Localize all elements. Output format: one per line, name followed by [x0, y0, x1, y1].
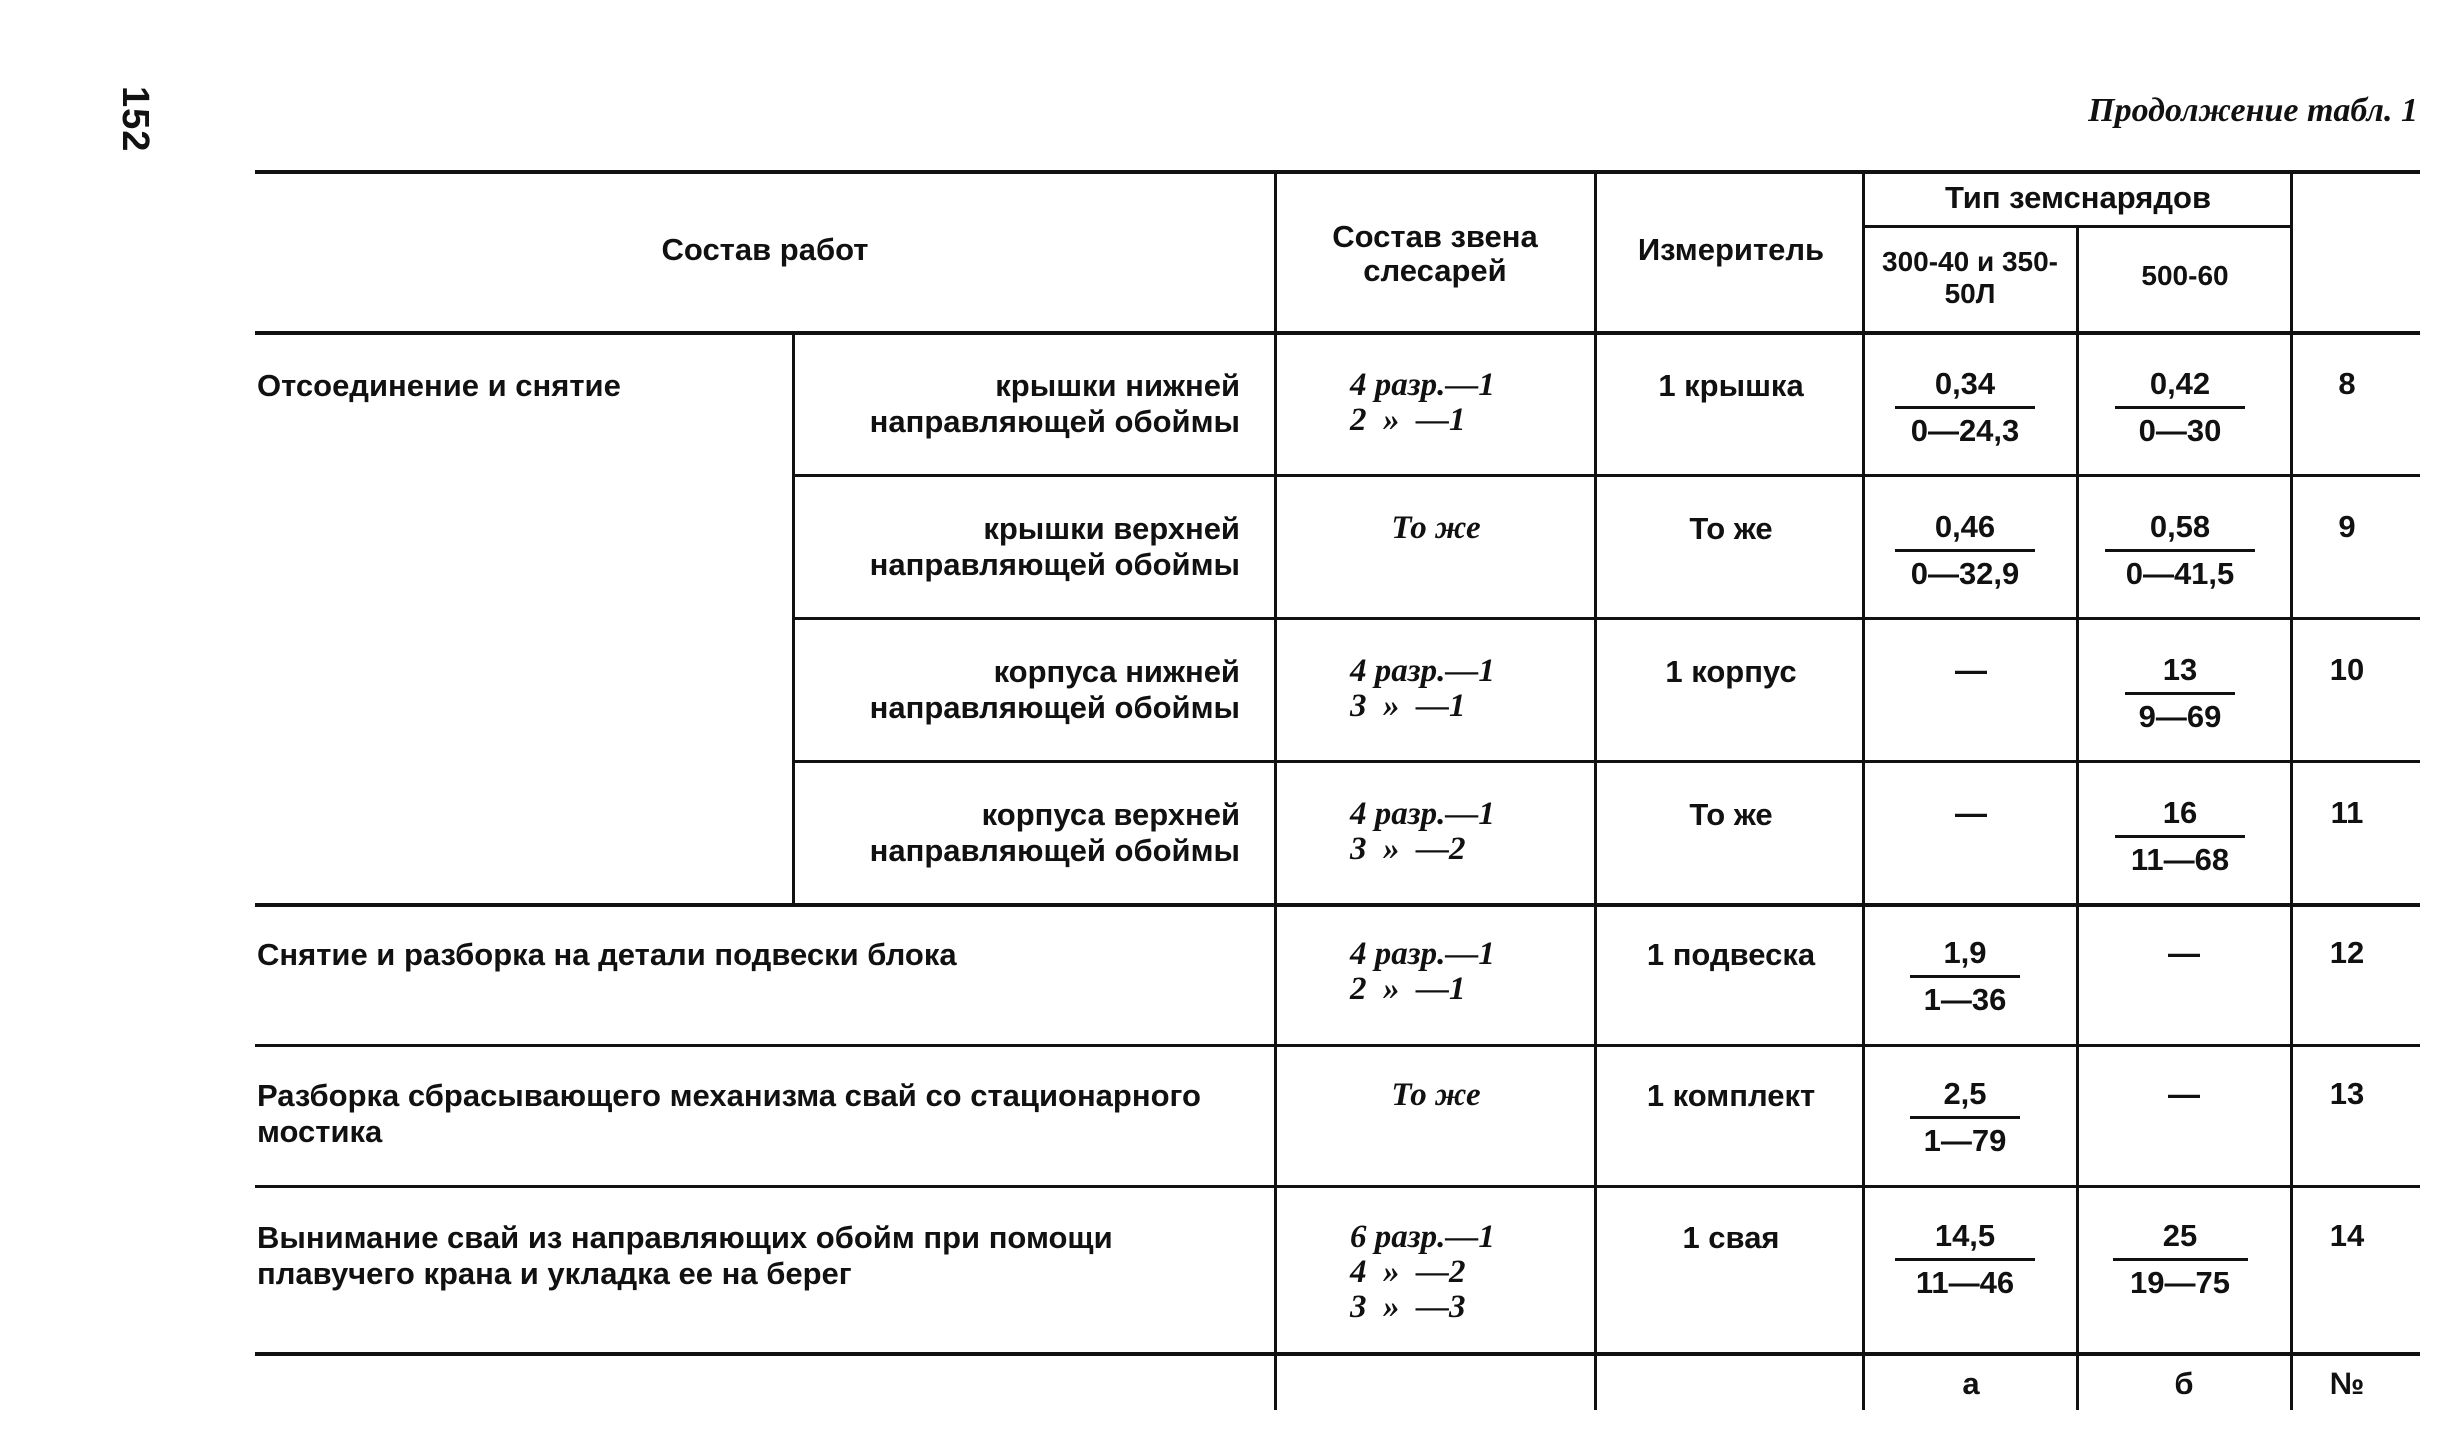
row-13-unit: 1 комплект — [1646, 1078, 1816, 1113]
row-8-unit: 1 крышка — [1658, 368, 1804, 403]
row-8-number: 8 — [2338, 366, 2356, 401]
row-9-crew: То же — [1391, 510, 1481, 546]
row-13-value-b: — — [2168, 1076, 2200, 1112]
row-8-value-b: 0,42 0—30 — [2110, 366, 2250, 449]
row-12-value-b: — — [2168, 935, 2200, 971]
row-14-value-a: 14,5 11—46 — [1890, 1218, 2040, 1301]
page-number: 152 — [114, 86, 156, 153]
row-10-value-a: — — [1955, 652, 1987, 688]
row-12-work: Снятие и разборка на детали подвески блока — [257, 937, 957, 972]
row-13-value-a: 2,5 1—79 — [1905, 1076, 2025, 1159]
row-9-unit: То же — [1689, 511, 1773, 546]
header-type-b: 500-60 — [2141, 260, 2229, 291]
row-13-work: Разборка сбрасывающего механизма свай со стационарного мостика — [257, 1078, 1201, 1149]
row-10-crew: 4 разр.—1 3 » —1 — [1350, 653, 1495, 724]
row-11-unit: То же — [1689, 797, 1773, 832]
group-label-disconnect: Отсоединение и снятие — [257, 368, 621, 403]
row-9-work: крышки верхней направляющей обоймы — [869, 511, 1240, 582]
row-8-value-a: 0,34 0—24,3 — [1890, 366, 2040, 449]
table-caption: Продолжение табл. 1 — [2088, 92, 2418, 129]
row-10-number: 10 — [2329, 652, 2365, 687]
row-9-value-b: 0,58 0—41,5 — [2100, 509, 2260, 592]
row-13-number: 13 — [2329, 1076, 2365, 1111]
header-crew-composition: Состав звена слесарей — [1332, 219, 1538, 288]
row-11-value-b: 16 11—68 — [2110, 795, 2250, 878]
row-11-work: корпуса верхней направляющей обоймы — [869, 797, 1240, 868]
footer-col-a: а — [1962, 1366, 1980, 1401]
row-12-unit: 1 подвеска — [1646, 937, 1816, 972]
header-type-a: 300-40 и 350-50Л — [1882, 246, 2058, 309]
header-unit: Измеритель — [1637, 232, 1825, 267]
row-12-value-a: 1,9 1—36 — [1905, 935, 2025, 1018]
row-14-crew: 6 разр.—1 4 » —2 3 » —3 — [1350, 1219, 1495, 1325]
header-work-composition: Состав работ — [661, 232, 869, 267]
row-8-work: крышки нижней направляющей обоймы — [869, 368, 1240, 439]
row-9-value-a: 0,46 0—32,9 — [1890, 509, 2040, 592]
row-13-crew: То же — [1391, 1077, 1481, 1113]
row-11-crew: 4 разр.—1 3 » —2 — [1350, 796, 1495, 867]
row-14-value-b: 25 19—75 — [2110, 1218, 2250, 1301]
row-8-crew: 4 разр.—1 2 » —1 — [1350, 367, 1495, 438]
row-11-value-a: — — [1955, 795, 1987, 831]
row-11-number: 11 — [2330, 795, 2364, 830]
row-12-number: 12 — [2329, 935, 2365, 970]
row-10-unit: 1 корпус — [1665, 654, 1797, 689]
row-12-crew: 4 разр.—1 2 » —1 — [1350, 936, 1495, 1007]
row-10-value-b: 13 9—69 — [2120, 652, 2240, 735]
row-14-unit: 1 свая — [1682, 1220, 1780, 1255]
footer-col-b: б — [2174, 1366, 2194, 1401]
header-dredger-type: Тип земснарядов — [1945, 180, 2211, 215]
row-9-number: 9 — [2338, 509, 2356, 544]
row-14-work: Вынимание свай из направляющих обойм при помощи плавучего крана и укладка ее на берег — [257, 1220, 1113, 1291]
row-14-number: 14 — [2329, 1218, 2365, 1253]
row-10-work: корпуса нижней направляющей обоймы — [869, 654, 1240, 725]
footer-col-number: № — [2329, 1366, 2365, 1401]
